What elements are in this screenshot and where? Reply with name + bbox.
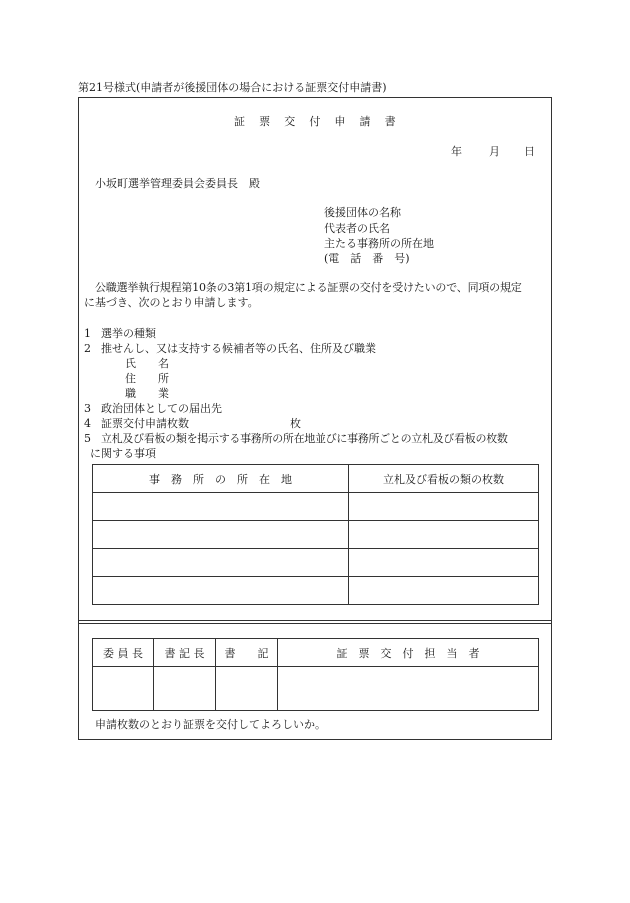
item-3-num: 3	[84, 402, 91, 415]
office-address-label: 主たる事務所の所在地	[324, 237, 434, 250]
sheet-unit: 枚	[290, 417, 301, 430]
seal-cell-chief-clerk[interactable]	[154, 667, 216, 711]
approval-header-chair: 委 員 長	[93, 639, 154, 667]
page-title: 証 票 交 付 申 請 書	[234, 115, 396, 128]
table-row	[93, 521, 539, 549]
table-cell[interactable]	[349, 493, 539, 521]
group-name-label: 後援団体の名称	[324, 206, 401, 219]
item-1-num: 1	[84, 327, 91, 340]
seal-cell-chair[interactable]	[93, 667, 154, 711]
footer-text: 申請枚数のとおり証票を交付してよろしいか。	[95, 718, 326, 731]
office-table	[92, 464, 539, 605]
approval-table	[92, 638, 539, 711]
item-3-text: 政治団体としての届出先	[101, 402, 222, 415]
section-divider	[78, 620, 552, 621]
item-4-text: 証票交付申請枚数	[101, 417, 189, 430]
date-day: 日	[524, 145, 535, 158]
approval-header-chief-clerk: 書 記 長	[154, 639, 216, 667]
representative-label: 代表者の氏名	[324, 222, 390, 235]
table-cell[interactable]	[93, 577, 349, 605]
body-text-line2: に基づき、次のとおり申請します。	[84, 296, 259, 309]
date-month: 月	[489, 145, 500, 158]
table-row	[93, 667, 539, 711]
sub-item-occupation: 職 業	[125, 387, 169, 400]
office-table-header-address: 事 務 所 の 所 在 地	[93, 465, 349, 493]
section-divider	[78, 623, 552, 624]
table-row	[93, 493, 539, 521]
table-row	[93, 577, 539, 605]
table-row	[93, 549, 539, 577]
phone-label: (電 話 番 号)	[324, 252, 410, 265]
item-4-num: 4	[84, 417, 91, 430]
item-2-num: 2	[84, 342, 91, 355]
item-2-text: 推せんし、又は支持する候補者等の氏名、住所及び職業	[101, 342, 376, 355]
item-5-num: 5	[84, 432, 91, 445]
office-table-header-count: 立札及び看板の類の枚数	[349, 465, 539, 493]
addressee: 小坂町選挙管理委員会委員長 殿	[95, 177, 260, 190]
body-text-line1: 公職選挙執行規程第10条の3第1項の規定による証票の交付を受けたいので、同項の規定	[95, 281, 522, 294]
approval-header-officer: 証 票 交 付 担 当 者	[278, 639, 539, 667]
item-5-continuation: に関する事項	[90, 447, 156, 460]
approval-header-clerk: 書 記	[216, 639, 278, 667]
table-cell[interactable]	[93, 493, 349, 521]
table-cell[interactable]	[93, 521, 349, 549]
table-cell[interactable]	[93, 549, 349, 577]
seal-cell-clerk[interactable]	[216, 667, 278, 711]
table-cell[interactable]	[349, 521, 539, 549]
date-year: 年	[451, 145, 462, 158]
item-1-text: 選挙の種類	[101, 327, 156, 340]
table-cell[interactable]	[349, 549, 539, 577]
item-5-text: 立札及び看板の類を掲示する事務所の所在地並びに事務所ごとの立札及び看板の枚数	[101, 432, 508, 445]
table-cell[interactable]	[349, 577, 539, 605]
form-label: 第21号様式(申請者が後援団体の場合における証票交付申請書)	[78, 81, 387, 94]
seal-cell-officer[interactable]	[278, 667, 539, 711]
sub-item-name: 氏 名	[125, 357, 169, 370]
sub-item-address: 住 所	[125, 372, 169, 385]
